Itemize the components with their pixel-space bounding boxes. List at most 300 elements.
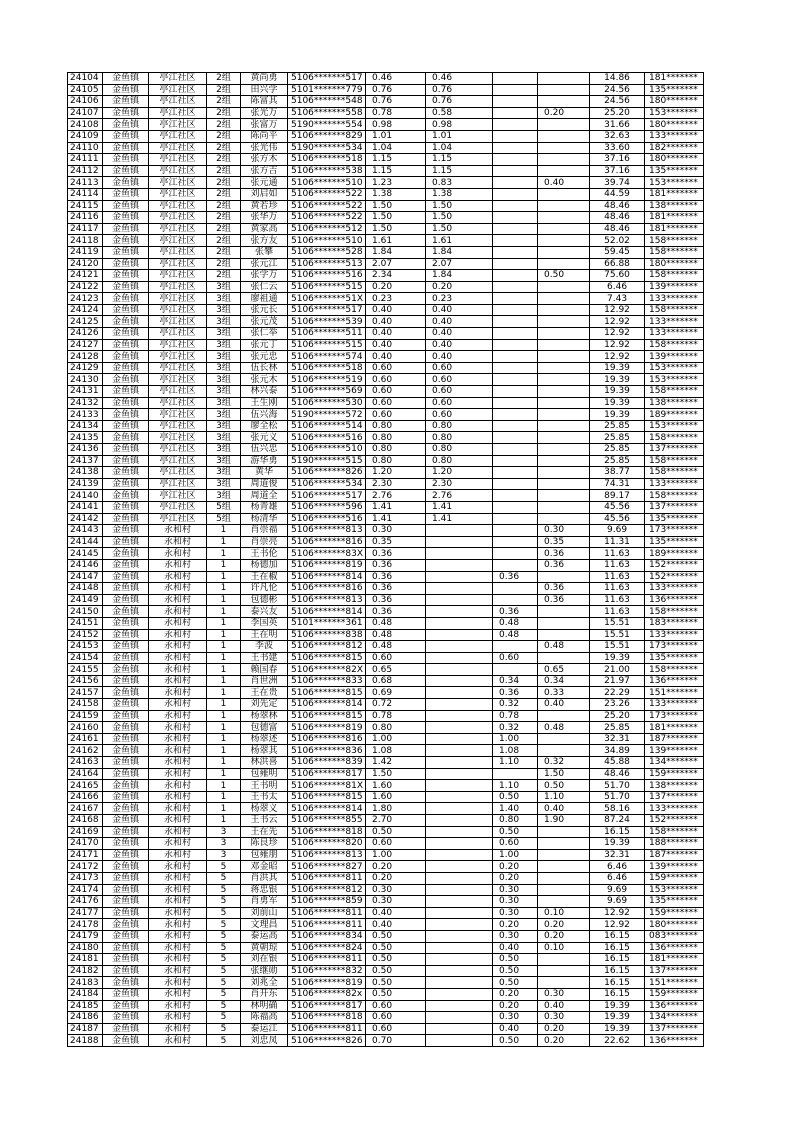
phone-cell: 153******* bbox=[645, 420, 704, 432]
town-cell: 金鱼镇 bbox=[103, 223, 149, 235]
amount-cell: 11.63 bbox=[590, 594, 645, 606]
area-col-4-cell bbox=[538, 849, 590, 861]
amount-cell: 19.39 bbox=[590, 838, 645, 850]
row-number: 24120 bbox=[68, 258, 103, 270]
name-cell: 张仁云 bbox=[241, 281, 288, 293]
area-col-2-cell: 0.60 bbox=[426, 397, 493, 409]
area-col-3-cell: 0.30 bbox=[493, 930, 538, 942]
area-col-3-cell: 0.36 bbox=[493, 606, 538, 618]
table-row bbox=[68, 548, 704, 560]
phone-cell: 189******* bbox=[645, 409, 704, 421]
town-cell: 金鱼镇 bbox=[103, 107, 149, 119]
area-col-2-cell: 0.60 bbox=[426, 386, 493, 398]
id-number-cell: 5106*******522 bbox=[288, 212, 366, 224]
id-number-cell: 5101*******361 bbox=[288, 617, 366, 629]
group-cell: 2组 bbox=[207, 246, 241, 258]
name-cell: 田兴学 bbox=[241, 84, 288, 96]
area-col-3-cell: 1.10 bbox=[493, 757, 538, 769]
row-number: 24172 bbox=[68, 861, 103, 873]
area-col-3-cell bbox=[493, 664, 538, 676]
community-cell: 亭江社区 bbox=[149, 293, 207, 305]
community-cell: 亭江社区 bbox=[149, 374, 207, 386]
total-area-cell: 0.50 bbox=[366, 942, 426, 954]
area-col-4-cell bbox=[538, 328, 590, 340]
phone-cell: 153******* bbox=[645, 884, 704, 896]
id-number-cell: 5106*******838 bbox=[288, 629, 366, 641]
group-cell: 5组 bbox=[207, 501, 241, 513]
group-cell: 1 bbox=[207, 722, 241, 734]
amount-cell: 11.63 bbox=[590, 606, 645, 618]
row-number: 24159 bbox=[68, 710, 103, 722]
name-cell: 包雍朋 bbox=[241, 849, 288, 861]
row-number: 24135 bbox=[68, 432, 103, 444]
area-col-3-cell: 0.20 bbox=[493, 872, 538, 884]
area-col-2-cell bbox=[426, 583, 493, 595]
table-row bbox=[68, 513, 704, 525]
town-cell: 金鱼镇 bbox=[103, 664, 149, 676]
total-area-cell: 1.50 bbox=[366, 768, 426, 780]
row-number: 24106 bbox=[68, 96, 103, 108]
area-col-2-cell: 0.60 bbox=[426, 362, 493, 374]
table-row bbox=[68, 339, 704, 351]
name-cell: 张元义 bbox=[241, 432, 288, 444]
phone-cell: 158******* bbox=[645, 235, 704, 247]
id-number-cell: 5106*******833 bbox=[288, 675, 366, 687]
name-cell: 张方友 bbox=[241, 235, 288, 247]
area-col-4-cell bbox=[538, 629, 590, 641]
community-cell: 亭江社区 bbox=[149, 258, 207, 270]
amount-cell: 19.39 bbox=[590, 1012, 645, 1024]
group-cell: 3 bbox=[207, 826, 241, 838]
town-cell: 金鱼镇 bbox=[103, 235, 149, 247]
community-cell: 永和村 bbox=[149, 617, 207, 629]
total-area-cell: 0.80 bbox=[366, 455, 426, 467]
total-area-cell: 0.30 bbox=[366, 525, 426, 537]
group-cell: 1 bbox=[207, 733, 241, 745]
id-number-cell: 5106*******816 bbox=[288, 583, 366, 595]
name-cell: 张元木 bbox=[241, 374, 288, 386]
name-cell: 肖洪其 bbox=[241, 872, 288, 884]
row-number: 24107 bbox=[68, 107, 103, 119]
area-col-2-cell: 0.46 bbox=[426, 73, 493, 85]
area-col-4-cell bbox=[538, 896, 590, 908]
town-cell: 金鱼镇 bbox=[103, 791, 149, 803]
id-number-cell: 5106*******522 bbox=[288, 200, 366, 212]
amount-cell: 48.46 bbox=[590, 768, 645, 780]
name-cell: 廖全松 bbox=[241, 420, 288, 432]
area-col-3-cell bbox=[493, 223, 538, 235]
area-col-2-cell bbox=[426, 884, 493, 896]
group-cell: 5 bbox=[207, 919, 241, 931]
community-cell: 亭江社区 bbox=[149, 316, 207, 328]
id-number-cell: 5106*******855 bbox=[288, 815, 366, 827]
town-cell: 金鱼镇 bbox=[103, 536, 149, 548]
area-col-3-cell bbox=[493, 513, 538, 525]
phone-cell: 136******* bbox=[645, 1035, 704, 1047]
area-col-3-cell bbox=[493, 96, 538, 108]
amount-cell: 19.39 bbox=[590, 374, 645, 386]
total-area-cell: 0.36 bbox=[366, 548, 426, 560]
area-col-4-cell: 0.33 bbox=[538, 687, 590, 699]
area-col-3-cell bbox=[493, 246, 538, 258]
town-cell: 金鱼镇 bbox=[103, 919, 149, 931]
amount-cell: 12.92 bbox=[590, 907, 645, 919]
phone-cell: 137******* bbox=[645, 965, 704, 977]
area-col-3-cell: 0.30 bbox=[493, 884, 538, 896]
town-cell: 金鱼镇 bbox=[103, 73, 149, 85]
row-number: 24128 bbox=[68, 351, 103, 363]
town-cell: 金鱼镇 bbox=[103, 826, 149, 838]
phone-cell: 181******* bbox=[645, 223, 704, 235]
area-col-2-cell: 0.40 bbox=[426, 316, 493, 328]
row-number: 24130 bbox=[68, 374, 103, 386]
area-col-2-cell bbox=[426, 664, 493, 676]
community-cell: 永和村 bbox=[149, 930, 207, 942]
total-area-cell: 0.50 bbox=[366, 977, 426, 989]
area-col-2-cell bbox=[426, 954, 493, 966]
area-col-4-cell bbox=[538, 73, 590, 85]
area-col-4-cell: 0.40 bbox=[538, 177, 590, 189]
area-col-3-cell: 1.00 bbox=[493, 849, 538, 861]
area-col-2-cell: 1.01 bbox=[426, 130, 493, 142]
row-number: 24109 bbox=[68, 130, 103, 142]
id-number-cell: 5106*******816 bbox=[288, 733, 366, 745]
total-area-cell: 0.60 bbox=[366, 652, 426, 664]
phone-cell: 139******* bbox=[645, 745, 704, 757]
group-cell: 1 bbox=[207, 606, 241, 618]
phone-cell: 182******* bbox=[645, 142, 704, 154]
row-number: 24188 bbox=[68, 1035, 103, 1047]
table-row bbox=[68, 617, 704, 629]
row-number: 24182 bbox=[68, 965, 103, 977]
amount-cell: 11.63 bbox=[590, 571, 645, 583]
area-col-3-cell bbox=[493, 84, 538, 96]
id-number-cell: 5106*******813 bbox=[288, 849, 366, 861]
community-cell: 永和村 bbox=[149, 1000, 207, 1012]
town-cell: 金鱼镇 bbox=[103, 907, 149, 919]
row-number: 24148 bbox=[68, 583, 103, 595]
community-cell: 亭江社区 bbox=[149, 142, 207, 154]
row-number: 24137 bbox=[68, 455, 103, 467]
amount-cell: 22.29 bbox=[590, 687, 645, 699]
phone-cell: 137******* bbox=[645, 501, 704, 513]
area-col-3-cell bbox=[493, 339, 538, 351]
area-col-2-cell bbox=[426, 757, 493, 769]
area-col-4-cell bbox=[538, 420, 590, 432]
id-number-cell: 5106*******815 bbox=[288, 710, 366, 722]
area-col-4-cell bbox=[538, 316, 590, 328]
total-area-cell: 1.20 bbox=[366, 467, 426, 479]
area-col-3-cell bbox=[493, 235, 538, 247]
area-col-4-cell: 0.10 bbox=[538, 907, 590, 919]
amount-cell: 19.39 bbox=[590, 1000, 645, 1012]
row-number: 24156 bbox=[68, 675, 103, 687]
row-number: 24119 bbox=[68, 246, 103, 258]
row-number: 24126 bbox=[68, 328, 103, 340]
id-number-cell: 5106*******815 bbox=[288, 652, 366, 664]
table-row bbox=[68, 212, 704, 224]
town-cell: 金鱼镇 bbox=[103, 884, 149, 896]
area-col-2-cell bbox=[426, 733, 493, 745]
area-col-3-cell bbox=[493, 559, 538, 571]
town-cell: 金鱼镇 bbox=[103, 420, 149, 432]
area-col-4-cell bbox=[538, 96, 590, 108]
area-col-4-cell bbox=[538, 571, 590, 583]
row-number: 24176 bbox=[68, 896, 103, 908]
area-col-3-cell bbox=[493, 362, 538, 374]
town-cell: 金鱼镇 bbox=[103, 351, 149, 363]
name-cell: 张元忠 bbox=[241, 351, 288, 363]
name-cell: 王在先 bbox=[241, 826, 288, 838]
community-cell: 亭江社区 bbox=[149, 386, 207, 398]
name-cell: 肖崇亮 bbox=[241, 536, 288, 548]
table-row bbox=[68, 815, 704, 827]
total-area-cell: 0.60 bbox=[366, 1000, 426, 1012]
row-number: 24158 bbox=[68, 699, 103, 711]
phone-cell: 158******* bbox=[645, 455, 704, 467]
area-col-4-cell: 0.36 bbox=[538, 559, 590, 571]
phone-cell: 153******* bbox=[645, 177, 704, 189]
total-area-cell: 1.80 bbox=[366, 803, 426, 815]
area-col-2-cell bbox=[426, 815, 493, 827]
phone-cell: 083******* bbox=[645, 930, 704, 942]
name-cell: 林明确 bbox=[241, 1000, 288, 1012]
phone-cell: 159******* bbox=[645, 907, 704, 919]
total-area-cell: 0.60 bbox=[366, 1012, 426, 1024]
id-number-cell: 5106*******813 bbox=[288, 525, 366, 537]
name-cell: 杨翠义 bbox=[241, 803, 288, 815]
table-row bbox=[68, 1012, 704, 1024]
amount-cell: 16.15 bbox=[590, 988, 645, 1000]
table-row bbox=[68, 374, 704, 386]
area-col-3-cell bbox=[493, 478, 538, 490]
amount-cell: 32.63 bbox=[590, 130, 645, 142]
id-number-cell: 5106*******81X bbox=[288, 780, 366, 792]
area-col-3-cell bbox=[493, 119, 538, 131]
id-number-cell: 5106*******818 bbox=[288, 1012, 366, 1024]
area-col-4-cell bbox=[538, 861, 590, 873]
total-area-cell: 0.20 bbox=[366, 861, 426, 873]
area-col-2-cell: 1.84 bbox=[426, 246, 493, 258]
amount-cell: 25.85 bbox=[590, 432, 645, 444]
group-cell: 1 bbox=[207, 757, 241, 769]
area-col-3-cell: 0.40 bbox=[493, 942, 538, 954]
table-row bbox=[68, 849, 704, 861]
total-area-cell: 0.68 bbox=[366, 675, 426, 687]
name-cell: 游华勇 bbox=[241, 455, 288, 467]
table-row bbox=[68, 780, 704, 792]
total-area-cell: 0.36 bbox=[366, 571, 426, 583]
area-col-2-cell: 1.84 bbox=[426, 270, 493, 282]
group-cell: 2组 bbox=[207, 177, 241, 189]
total-area-cell: 0.30 bbox=[366, 896, 426, 908]
name-cell: 赖国春 bbox=[241, 664, 288, 676]
group-cell: 2组 bbox=[207, 200, 241, 212]
town-cell: 金鱼镇 bbox=[103, 629, 149, 641]
area-col-3-cell: 0.36 bbox=[493, 687, 538, 699]
area-col-4-cell bbox=[538, 165, 590, 177]
name-cell: 王在椒 bbox=[241, 571, 288, 583]
area-col-3-cell: 0.34 bbox=[493, 675, 538, 687]
area-col-2-cell: 0.40 bbox=[426, 339, 493, 351]
total-area-cell: 0.36 bbox=[366, 606, 426, 618]
phone-cell: 158******* bbox=[645, 467, 704, 479]
name-cell: 王书明 bbox=[241, 780, 288, 792]
table-row bbox=[68, 397, 704, 409]
area-col-3-cell: 0.80 bbox=[493, 815, 538, 827]
group-cell: 2组 bbox=[207, 107, 241, 119]
area-col-3-cell bbox=[493, 467, 538, 479]
name-cell: 王生刚 bbox=[241, 397, 288, 409]
town-cell: 金鱼镇 bbox=[103, 710, 149, 722]
id-number-cell: 5106*******517 bbox=[288, 73, 366, 85]
row-number: 24187 bbox=[68, 1023, 103, 1035]
area-col-4-cell bbox=[538, 478, 590, 490]
town-cell: 金鱼镇 bbox=[103, 965, 149, 977]
table-row bbox=[68, 803, 704, 815]
id-number-cell: 5106*******518 bbox=[288, 154, 366, 166]
group-cell: 1 bbox=[207, 559, 241, 571]
table-row bbox=[68, 478, 704, 490]
town-cell: 金鱼镇 bbox=[103, 409, 149, 421]
id-number-cell: 5106*******539 bbox=[288, 316, 366, 328]
group-cell: 1 bbox=[207, 803, 241, 815]
row-number: 24110 bbox=[68, 142, 103, 154]
town-cell: 金鱼镇 bbox=[103, 490, 149, 502]
amount-cell: 11.63 bbox=[590, 559, 645, 571]
row-number: 24127 bbox=[68, 339, 103, 351]
table-row bbox=[68, 629, 704, 641]
row-number: 24174 bbox=[68, 884, 103, 896]
id-number-cell: 5101*******779 bbox=[288, 84, 366, 96]
amount-cell: 48.46 bbox=[590, 223, 645, 235]
community-cell: 亭江社区 bbox=[149, 154, 207, 166]
name-cell: 邓金昭 bbox=[241, 861, 288, 873]
phone-cell: 181******* bbox=[645, 212, 704, 224]
area-col-4-cell bbox=[538, 200, 590, 212]
community-cell: 永和村 bbox=[149, 965, 207, 977]
town-cell: 金鱼镇 bbox=[103, 548, 149, 560]
total-area-cell: 1.41 bbox=[366, 501, 426, 513]
town-cell: 金鱼镇 bbox=[103, 861, 149, 873]
amount-cell: 59.45 bbox=[590, 246, 645, 258]
area-col-3-cell: 0.36 bbox=[493, 571, 538, 583]
area-col-4-cell bbox=[538, 212, 590, 224]
area-col-3-cell: 0.60 bbox=[493, 838, 538, 850]
amount-cell: 12.92 bbox=[590, 919, 645, 931]
total-area-cell: 2.30 bbox=[366, 478, 426, 490]
row-number: 24183 bbox=[68, 977, 103, 989]
amount-cell: 16.15 bbox=[590, 942, 645, 954]
town-cell: 金鱼镇 bbox=[103, 699, 149, 711]
id-number-cell: 5106*******512 bbox=[288, 223, 366, 235]
name-cell: 王在明 bbox=[241, 629, 288, 641]
total-area-cell: 0.60 bbox=[366, 838, 426, 850]
table-row bbox=[68, 328, 704, 340]
table-row bbox=[68, 768, 704, 780]
amount-cell: 51.70 bbox=[590, 791, 645, 803]
town-cell: 金鱼镇 bbox=[103, 1000, 149, 1012]
total-area-cell: 0.30 bbox=[366, 884, 426, 896]
table-row bbox=[68, 988, 704, 1000]
area-col-3-cell: 0.20 bbox=[493, 919, 538, 931]
area-col-2-cell: 0.40 bbox=[426, 328, 493, 340]
phone-cell: 158******* bbox=[645, 339, 704, 351]
area-col-4-cell bbox=[538, 223, 590, 235]
name-cell: 廖祖通 bbox=[241, 293, 288, 305]
area-col-3-cell: 0.30 bbox=[493, 896, 538, 908]
id-number-cell: 5106*******814 bbox=[288, 571, 366, 583]
group-cell: 2组 bbox=[207, 119, 241, 131]
area-col-3-cell bbox=[493, 200, 538, 212]
total-area-cell: 0.46 bbox=[366, 73, 426, 85]
area-col-4-cell: 0.30 bbox=[538, 525, 590, 537]
id-number-cell: 5106*******596 bbox=[288, 501, 366, 513]
id-number-cell: 5106*******510 bbox=[288, 235, 366, 247]
area-col-2-cell: 0.23 bbox=[426, 293, 493, 305]
community-cell: 永和村 bbox=[149, 826, 207, 838]
phone-cell: 173******* bbox=[645, 641, 704, 653]
id-number-cell: 5106*******528 bbox=[288, 246, 366, 258]
town-cell: 金鱼镇 bbox=[103, 803, 149, 815]
name-cell: 杨德加 bbox=[241, 559, 288, 571]
amount-cell: 9.69 bbox=[590, 884, 645, 896]
town-cell: 金鱼镇 bbox=[103, 780, 149, 792]
phone-cell: 133******* bbox=[645, 583, 704, 595]
group-cell: 5 bbox=[207, 861, 241, 873]
area-col-3-cell bbox=[493, 154, 538, 166]
area-col-2-cell bbox=[426, 652, 493, 664]
total-area-cell: 0.48 bbox=[366, 617, 426, 629]
id-number-cell: 5106*******574 bbox=[288, 351, 366, 363]
total-area-cell: 1.15 bbox=[366, 154, 426, 166]
name-cell: 黄尚勇 bbox=[241, 73, 288, 85]
row-number: 24136 bbox=[68, 444, 103, 456]
area-col-3-cell bbox=[493, 73, 538, 85]
row-number: 24138 bbox=[68, 467, 103, 479]
phone-cell: 181******* bbox=[645, 73, 704, 85]
community-cell: 永和村 bbox=[149, 780, 207, 792]
name-cell: 张富万 bbox=[241, 119, 288, 131]
area-col-4-cell: 0.20 bbox=[538, 1023, 590, 1035]
group-cell: 5 bbox=[207, 907, 241, 919]
table-row bbox=[68, 907, 704, 919]
name-cell: 张元长 bbox=[241, 304, 288, 316]
area-col-2-cell bbox=[426, 536, 493, 548]
amount-cell: 16.15 bbox=[590, 930, 645, 942]
town-cell: 金鱼镇 bbox=[103, 954, 149, 966]
area-col-4-cell: 0.30 bbox=[538, 1012, 590, 1024]
total-area-cell: 0.72 bbox=[366, 699, 426, 711]
amount-cell: 24.56 bbox=[590, 84, 645, 96]
area-col-2-cell: 2.30 bbox=[426, 478, 493, 490]
town-cell: 金鱼镇 bbox=[103, 745, 149, 757]
area-col-4-cell bbox=[538, 119, 590, 131]
community-cell: 永和村 bbox=[149, 687, 207, 699]
id-number-cell: 5106*******826 bbox=[288, 1035, 366, 1047]
area-col-4-cell bbox=[538, 513, 590, 525]
table-row bbox=[68, 745, 704, 757]
row-number: 24104 bbox=[68, 73, 103, 85]
community-cell: 永和村 bbox=[149, 652, 207, 664]
name-cell: 王在贵 bbox=[241, 687, 288, 699]
amount-cell: 25.85 bbox=[590, 420, 645, 432]
area-col-3-cell bbox=[493, 293, 538, 305]
table-row bbox=[68, 293, 704, 305]
community-cell: 永和村 bbox=[149, 629, 207, 641]
area-col-3-cell: 1.08 bbox=[493, 745, 538, 757]
community-cell: 亭江社区 bbox=[149, 304, 207, 316]
